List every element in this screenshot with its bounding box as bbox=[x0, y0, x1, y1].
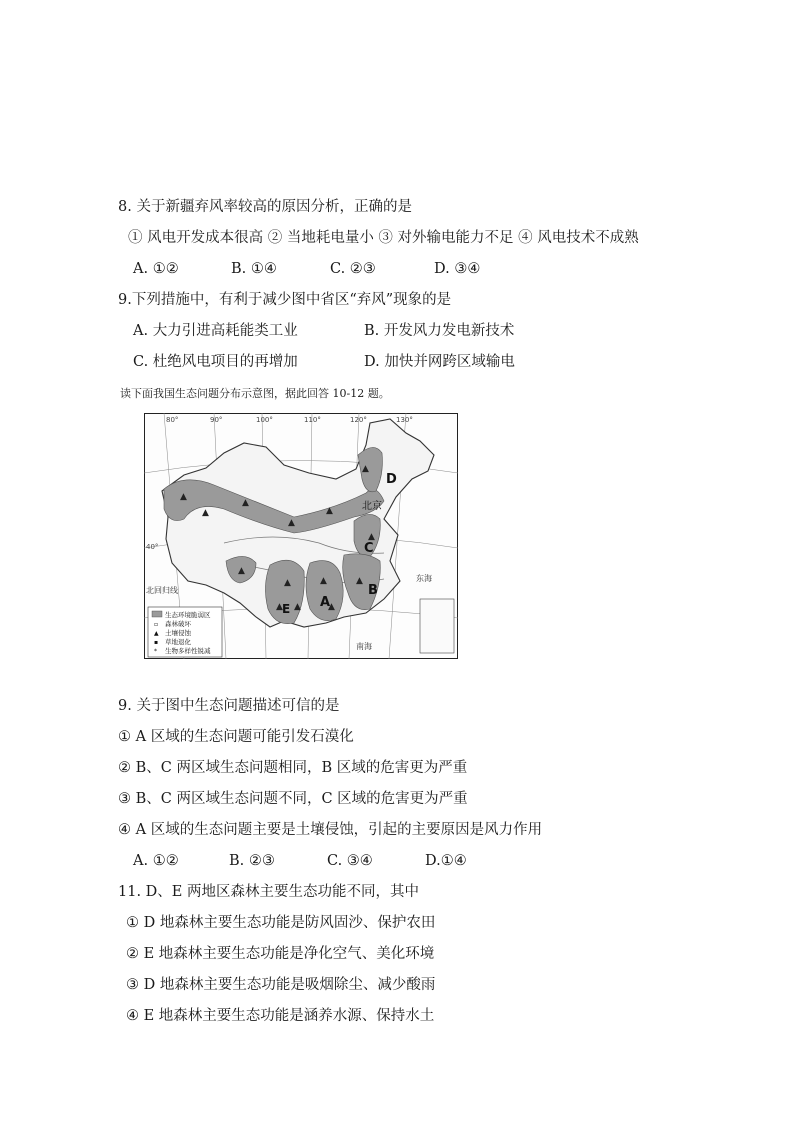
question-10-statement-1: ① A 区域的生态问题可能引发石漠化 bbox=[118, 729, 354, 745]
svg-text:▲: ▲ bbox=[326, 506, 333, 516]
question-11-stem: 11. D、E 两地区森林主要生态功能不同，其中 bbox=[118, 884, 419, 900]
question-8-stem: 8. 关于新疆弃风率较高的原因分析，正确的是 bbox=[118, 199, 412, 215]
legend-item-3: 草地退化 bbox=[165, 638, 191, 646]
label-a: A bbox=[320, 595, 331, 610]
question-10-option-d: D.①④ bbox=[425, 853, 467, 869]
label-donghai: 东海 bbox=[416, 574, 432, 583]
svg-text:▲: ▲ bbox=[356, 576, 363, 586]
question-9-stem: 9.下列措施中，有利于减少图中省区“弃风”现象的是 bbox=[118, 292, 452, 308]
svg-text:130°: 130° bbox=[396, 416, 413, 424]
question-8-option-b: B. ①④ bbox=[231, 261, 277, 277]
question-8-option-d: D. ③④ bbox=[434, 261, 481, 277]
svg-text:▲: ▲ bbox=[284, 578, 291, 588]
label-e: E bbox=[282, 602, 291, 616]
svg-text:▲: ▲ bbox=[276, 602, 283, 612]
question-8-statements: ① 风电开发成本很高 ② 当地耗电量小 ③ 对外输电能力不足 ④ 风电技术不成熟 bbox=[128, 230, 639, 246]
svg-text:110°: 110° bbox=[304, 416, 321, 424]
question-11-statement-4: ④ E 地森林主要生态功能是涵养水源、保持水土 bbox=[126, 1008, 435, 1024]
label-tropic: 北回归线 bbox=[146, 586, 178, 595]
svg-text:▪: ▪ bbox=[154, 639, 159, 646]
question-8-option-c: C. ②③ bbox=[330, 261, 376, 277]
question-9-option-d: D. 加快并网跨区域输电 bbox=[364, 354, 515, 370]
label-d: D bbox=[386, 472, 397, 487]
question-9-option-b: B. 开发风力发电新技术 bbox=[364, 323, 515, 339]
svg-text:▲: ▲ bbox=[362, 464, 369, 474]
south-china-sea-inset bbox=[420, 599, 454, 653]
legend-item-2: 土壤侵蚀 bbox=[165, 629, 191, 637]
question-10-stem: 9. 关于图中生态问题描述可信的是 bbox=[118, 698, 340, 714]
legend-item-1: 森林破坏 bbox=[165, 620, 191, 628]
question-10-statement-3: ③ B、C 两区域生态问题不同，C 区域的危害更为严重 bbox=[118, 791, 468, 807]
question-11-statement-1: ① D 地森林主要生态功能是防风固沙、保护农田 bbox=[126, 915, 436, 931]
svg-text:▲: ▲ bbox=[294, 602, 301, 612]
label-nanhai: 南海 bbox=[356, 642, 372, 651]
svg-text:▲: ▲ bbox=[202, 508, 209, 518]
map-intro: 读下面我国生态问题分布示意图，据此回答 10-12 题。 bbox=[120, 387, 390, 400]
question-11-statement-3: ③ D 地森林主要生态功能是吸烟除尘、减少酸雨 bbox=[126, 977, 436, 993]
question-10-option-a: A. ①② bbox=[133, 853, 179, 869]
svg-text:120°: 120° bbox=[350, 416, 367, 424]
svg-text:▲: ▲ bbox=[320, 576, 327, 586]
legend bbox=[148, 607, 222, 657]
question-9-option-a: A. 大力引进高耗能类工业 bbox=[133, 323, 298, 339]
svg-text:▲: ▲ bbox=[242, 498, 249, 508]
svg-text:▲: ▲ bbox=[238, 566, 245, 576]
question-8-option-a: A. ①② bbox=[133, 261, 179, 277]
label-lat-40: 40° bbox=[146, 543, 159, 551]
label-beijing: 北京 bbox=[362, 501, 382, 512]
question-9-option-c: C. 杜绝风电项目的再增加 bbox=[133, 354, 298, 370]
question-10-statement-2: ② B、C 两区域生态问题相同，B 区域的危害更为严重 bbox=[118, 760, 468, 776]
question-10-option-c: C. ③④ bbox=[327, 853, 373, 869]
question-10-statement-4: ④ A 区域的生态问题主要是土壤侵蚀，引起的主要原因是风力作用 bbox=[118, 822, 543, 838]
svg-text:100°: 100° bbox=[256, 416, 273, 424]
question-11-statement-2: ② E 地森林主要生态功能是净化空气、美化环境 bbox=[126, 946, 435, 962]
svg-text:▲: ▲ bbox=[180, 492, 187, 502]
china-ecology-map bbox=[144, 413, 458, 659]
svg-text:▲: ▲ bbox=[154, 630, 159, 637]
legend-item-4: 生物多样性锐减 bbox=[165, 647, 211, 655]
svg-text:▫: ▫ bbox=[154, 621, 159, 628]
svg-text:*: * bbox=[154, 648, 157, 655]
label-b: B bbox=[368, 583, 378, 598]
svg-text:▲: ▲ bbox=[328, 602, 335, 612]
question-10-option-b: B. ②③ bbox=[229, 853, 275, 869]
svg-text:▲: ▲ bbox=[368, 532, 375, 542]
svg-text:90°: 90° bbox=[210, 416, 223, 424]
label-c: C bbox=[364, 541, 374, 556]
svg-text:▲: ▲ bbox=[288, 518, 295, 528]
legend-item-0: 生态环境脆弱区 bbox=[165, 611, 211, 619]
svg-text:80°: 80° bbox=[166, 416, 179, 424]
